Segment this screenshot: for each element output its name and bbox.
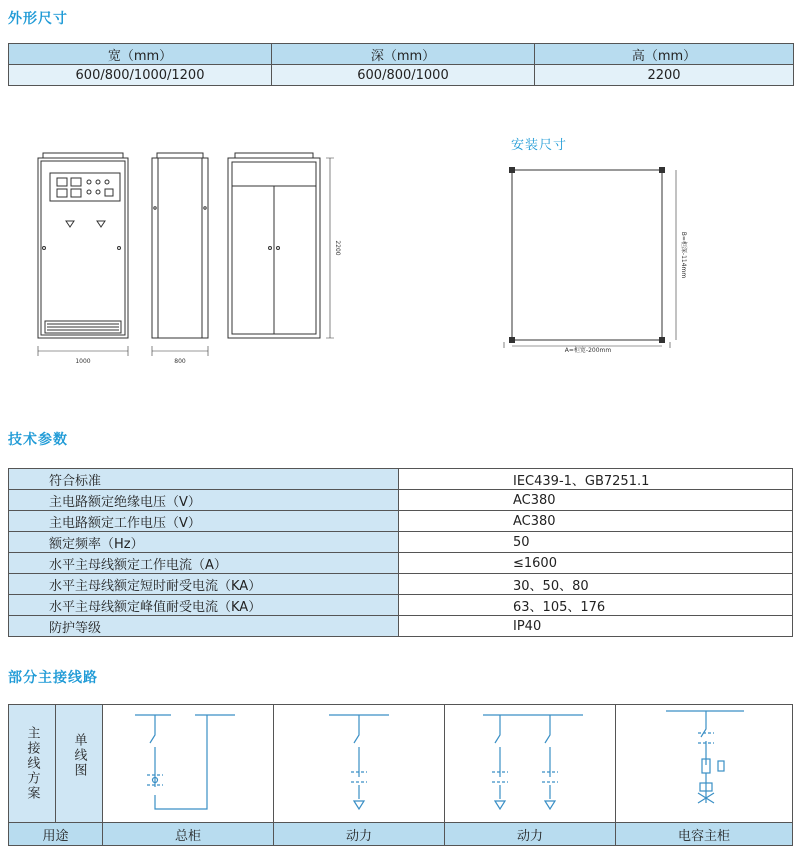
diagram-cell-capacitor	[616, 705, 793, 823]
install-depth-label: B=柜深-114mm	[680, 231, 687, 279]
dimensions-table	[8, 43, 794, 86]
single-line-diagram-power-1	[274, 705, 444, 818]
spec-key: 主电路额定绝缘电压（V）	[9, 490, 399, 511]
spec-value: 50	[399, 532, 793, 553]
spec-value: IEC439-1、GB7251.1	[399, 469, 793, 490]
front-view	[38, 153, 128, 356]
diagram-cell-power-2	[445, 705, 616, 823]
section-dimensions-title: 外形尺寸	[8, 11, 68, 27]
usage-label: 用途	[9, 823, 103, 846]
spec-value: IP40	[399, 616, 793, 637]
dim-value-height: 2200	[535, 65, 794, 86]
single-line-diagram-power-2	[445, 705, 615, 818]
spec-value: AC380	[399, 490, 793, 511]
install-width-label: A=柜宽-200mm	[564, 347, 612, 354]
spec-key: 额定频率（Hz）	[9, 532, 399, 553]
dim-header-depth: 深（mm）	[272, 44, 535, 65]
spec-row	[9, 490, 793, 511]
dim-header-height: 高（mm）	[535, 44, 794, 65]
dimensions-header-row	[9, 44, 794, 65]
usage-row	[9, 823, 793, 846]
dimensions-value-row	[9, 65, 794, 86]
dim-value-depth: 600/800/1000	[272, 65, 535, 86]
usage-main: 总柜	[103, 823, 274, 846]
spec-value: AC380	[399, 511, 793, 532]
width-dimension-label: 1000	[75, 358, 91, 365]
scheme-label-cell	[9, 705, 56, 823]
spec-row	[9, 511, 793, 532]
spec-row	[9, 532, 793, 553]
diagram-cell-power-1	[274, 705, 445, 823]
section-circuits-title: 部分主接线路	[8, 670, 98, 686]
usage-capacitor: 电容主柜	[616, 823, 793, 846]
spec-row	[9, 595, 793, 616]
spec-table	[8, 468, 793, 637]
diagram-cell-main	[103, 705, 274, 823]
spec-key: 水平主母线额定短时耐受电流（KA）	[9, 574, 399, 595]
section-install-title: 安装尺寸	[511, 138, 568, 153]
spec-row	[9, 574, 793, 595]
spec-key: 主电路额定工作电压（V）	[9, 511, 399, 532]
wiring-table	[8, 704, 793, 846]
spec-key: 防护等级	[9, 616, 399, 637]
height-dimension-label: 2200	[334, 240, 341, 256]
depth-dimension-label: 800	[174, 358, 186, 365]
cabinet-drawings	[30, 148, 340, 368]
spec-row	[9, 469, 793, 490]
back-view	[228, 153, 334, 338]
spec-value: 63、105、176	[399, 595, 793, 616]
spec-key: 水平主母线额定峰值耐受电流（KA）	[9, 595, 399, 616]
spec-key: 符合标准	[9, 469, 399, 490]
dim-value-width: 600/800/1000/1200	[9, 65, 272, 86]
single-line-diagram-main	[103, 705, 273, 818]
single-line-label-cell	[56, 705, 103, 823]
install-diagram	[500, 160, 700, 360]
spec-value: 30、50、80	[399, 574, 793, 595]
usage-power-1: 动力	[274, 823, 445, 846]
scheme-label: 主接线方案	[24, 726, 40, 801]
usage-power-2: 动力	[445, 823, 616, 846]
side-view	[152, 153, 208, 356]
spec-key: 水平主母线额定工作电流（A）	[9, 553, 399, 574]
spec-row	[9, 616, 793, 637]
single-line-label: 单线图	[71, 733, 87, 778]
dim-header-width: 宽（mm）	[9, 44, 272, 65]
single-line-diagram-capacitor	[616, 705, 786, 818]
spec-value: ≤1600	[399, 553, 793, 574]
section-tech-title: 技术参数	[8, 432, 68, 448]
spec-row	[9, 553, 793, 574]
